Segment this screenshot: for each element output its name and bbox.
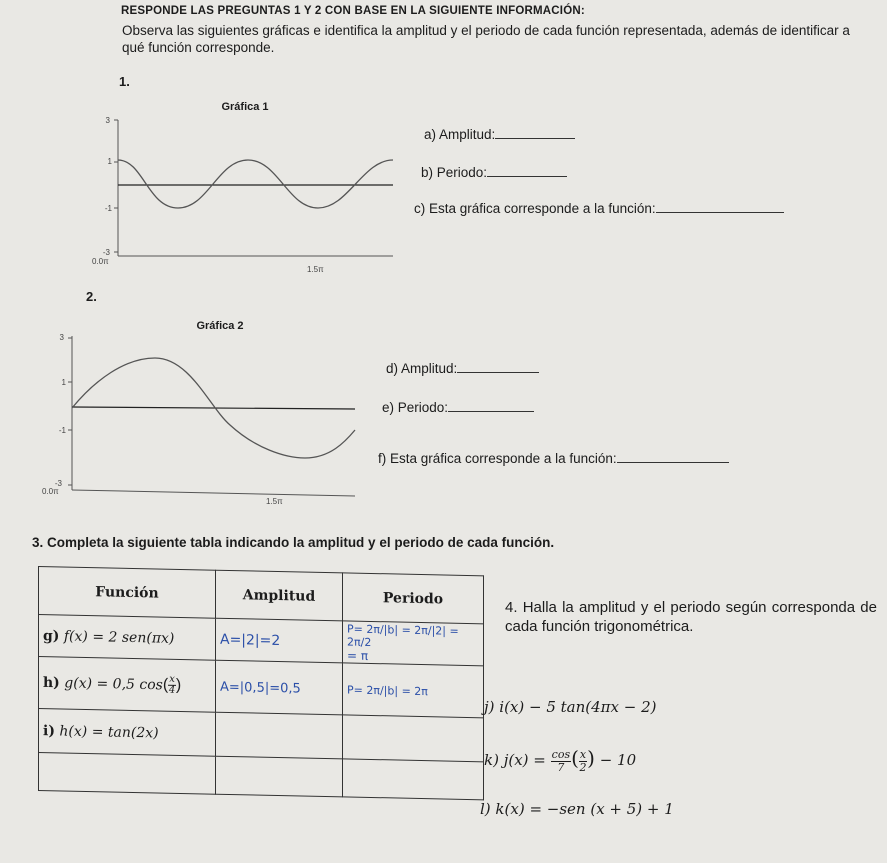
graph-2-ytick-neg1: -1 xyxy=(58,426,66,435)
graph-2-zero-line xyxy=(72,407,355,409)
row-i-function: i) h(x) = tan(2x) xyxy=(39,709,216,757)
amplitude-period-table xyxy=(38,566,484,800)
table-row xyxy=(39,657,484,718)
graph-1-curve xyxy=(118,160,393,208)
q4-j-function: j) i(x) − 5 tan(4πx − 2) xyxy=(484,698,657,716)
graph-2-title: Gráfica 2 xyxy=(196,320,244,332)
graph-1 xyxy=(88,112,398,274)
q2-d-amplitude: d) Amplitud: xyxy=(386,360,539,376)
graph-1-xtick-15: 1.5π xyxy=(307,265,324,274)
question-4-text: 4. Halla la amplitud y el periodo según corresponda de cada función trigonométrica. xyxy=(505,599,877,635)
graph-1-ytick-neg3: -3 xyxy=(102,248,110,257)
q2-e-period: e) Periodo: xyxy=(382,399,534,415)
graph-2 xyxy=(40,330,360,508)
row-h-period[interactable]: P= 2π/|b| = 2π xyxy=(343,663,484,718)
row-empty-function xyxy=(39,753,216,795)
row-i-period[interactable] xyxy=(343,715,484,762)
row-g-period[interactable]: P= 2π/|b| = 2π/|2| = 2π/2 = π xyxy=(343,621,484,666)
q1-b-period: b) Periodo: xyxy=(421,164,567,180)
graph-1-ytick-neg1: -1 xyxy=(104,204,112,213)
row-empty-period[interactable] xyxy=(343,759,484,800)
graph-1-xtick-0: 0.0π xyxy=(92,257,109,266)
row-h-function: h) g(x) = 0,5 cos( $\frac{x}{4}$) xyxy=(39,657,216,713)
question-3-title: 3. Completa la siguiente tabla indicando la amplitud y el periodo de cada función. xyxy=(32,535,555,550)
instructions-header: RESPONDE LAS PREGUNTAS 1 Y 2 CON BASE EN LA SIGUIENTE INFORMACIÓN: xyxy=(121,5,585,17)
graph-2-ytick-3: 3 xyxy=(59,333,64,342)
q1-c-function: c) Esta gráfica corresponde a la función: xyxy=(414,200,784,216)
row-g-amplitude[interactable]: A=|2|=2 xyxy=(216,618,343,663)
question-1-number: 1. xyxy=(119,74,130,89)
q2-f-function: f) Esta gráfica corresponde a la función: xyxy=(378,450,729,466)
q1-a-amplitude: a) Amplitud: xyxy=(424,126,575,142)
graph-1-ytick-3: 3 xyxy=(105,116,110,125)
graph-1-ytick-1: 1 xyxy=(107,157,112,166)
graph-2-ytick-1: 1 xyxy=(61,378,66,387)
row-h-amplitude[interactable]: A=|0,5|=0,5 xyxy=(216,660,343,715)
table-row xyxy=(39,753,484,800)
intro-text: Observa las siguientes gráficas e identifica la amplitud y el periodo de cada función representada, además de identificar a qué función corresponde. xyxy=(122,23,850,55)
row-i-amplitude[interactable] xyxy=(216,712,343,759)
graph-2-x-axis xyxy=(72,490,355,496)
graph-2-xtick-0: 0.0π xyxy=(42,487,59,496)
graph-1-title: Gráfica 1 xyxy=(221,101,269,113)
row-g-function: g) f(x) = 2 sen(πx) xyxy=(39,615,216,661)
graph-2-ytick-neg3: -3 xyxy=(54,479,62,488)
q4-l-function: l) k(x) = −sen (x + 5) + 1 xyxy=(480,800,674,818)
col-header-amplitud: Amplitud xyxy=(216,570,343,621)
q4-k-function: k) j(x) = $\frac{\cos}{7}$( $\frac{x}{2}) - 10$ xyxy=(484,746,637,774)
graph-2-xtick-15: 1.5π xyxy=(266,497,283,506)
row-empty-amplitude[interactable] xyxy=(216,756,343,797)
col-header-funcion: Función xyxy=(39,567,216,619)
col-header-periodo: Periodo xyxy=(343,573,484,624)
question-2-number: 2. xyxy=(86,289,97,304)
